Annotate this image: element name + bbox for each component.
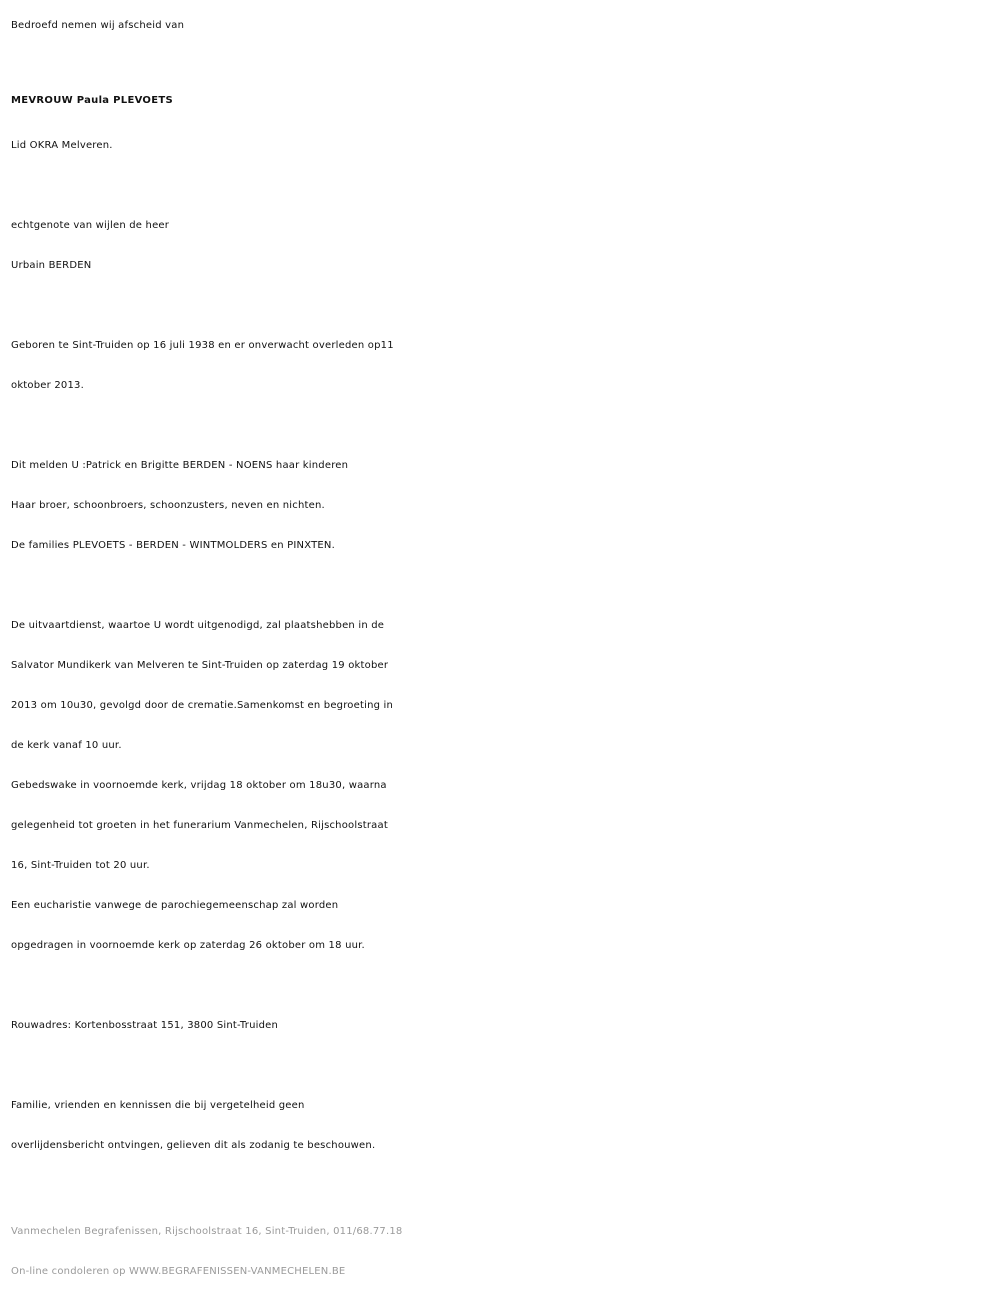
membership-text: Lid OKRA Melveren.	[11, 140, 113, 151]
notice-section	[11, 1086, 991, 1166]
ceremony-section	[11, 606, 991, 966]
intro-text: Bedroefd nemen wij afscheid van	[11, 20, 185, 31]
family-line: Haar broer, schoonbroers, schoonzusters, neven en nichten.	[11, 500, 325, 511]
mourning-address: Rouwadres: Kortenbosstraat 151, 3800 Sint-Truiden	[11, 1020, 279, 1031]
spouse-line: Urbain BERDEN	[11, 260, 92, 271]
spacer	[11, 406, 991, 446]
footer	[11, 1212, 991, 1292]
obituary-notice	[11, 6, 991, 1166]
ceremony-line: Gebedswake in voornoemde kerk, vrijdag 18 oktober om 18u30, waarna	[11, 780, 387, 791]
spacer	[11, 966, 991, 1006]
notice-line: Familie, vrienden en kennissen die bij vergetelheid geen	[11, 1100, 305, 1111]
ceremony-line: Een eucharistie vanwege de parochiegemeenschap zal worden	[11, 900, 339, 911]
spacer	[11, 166, 991, 206]
undertaker-info: Vanmechelen Begrafenissen, Rijschoolstraat 16, Sint-Truiden, 011/68.77.18	[11, 1226, 403, 1237]
ceremony-line: De uitvaartdienst, waartoe U wordt uitgenodigd, zal plaatshebben in de	[11, 620, 385, 631]
online-condolence: On-line condoleren op WWW.BEGRAFENISSEN-VANMECHELEN.BE	[11, 1266, 346, 1277]
ceremony-line: opgedragen in voornoemde kerk op zaterdag 26 oktober om 18 uur.	[11, 940, 365, 951]
ceremony-line: gelegenheid tot groeten in het funerarium Vanmechelen, Rijschoolstraat	[11, 820, 388, 831]
notice-line: overlijdensbericht ontvingen, gelieven dit als zodanig te beschouwen.	[11, 1140, 376, 1151]
birth-death-section	[11, 326, 991, 406]
spouse-section	[11, 206, 991, 286]
ceremony-line: de kerk vanaf 10 uur.	[11, 740, 122, 751]
ceremony-line: 2013 om 10u30, gevolgd door de crematie.Samenkomst en begroeting in	[11, 700, 394, 711]
birth-death-line: oktober 2013.	[11, 380, 84, 391]
spacer	[11, 286, 991, 326]
spouse-line: echtgenote van wijlen de heer	[11, 220, 170, 231]
spacer	[11, 566, 991, 606]
ceremony-line: 16, Sint-Truiden tot 20 uur.	[11, 860, 150, 871]
ceremony-line: Salvator Mundikerk van Melveren te Sint-Truiden op zaterdag 19 oktober	[11, 660, 389, 671]
family-line: De families PLEVOETS - BERDEN - WINTMOLDERS en PINXTEN.	[11, 540, 335, 551]
family-line: Dit melden U :Patrick en Brigitte BERDEN - NOENS haar kinderen	[11, 460, 349, 471]
family-section	[11, 446, 991, 566]
birth-death-line: Geboren te Sint-Truiden op 16 juli 1938 en er onverwacht overleden op11	[11, 340, 394, 351]
deceased-name: MEVROUW Paula PLEVOETS	[11, 95, 173, 106]
spacer	[11, 1046, 991, 1086]
